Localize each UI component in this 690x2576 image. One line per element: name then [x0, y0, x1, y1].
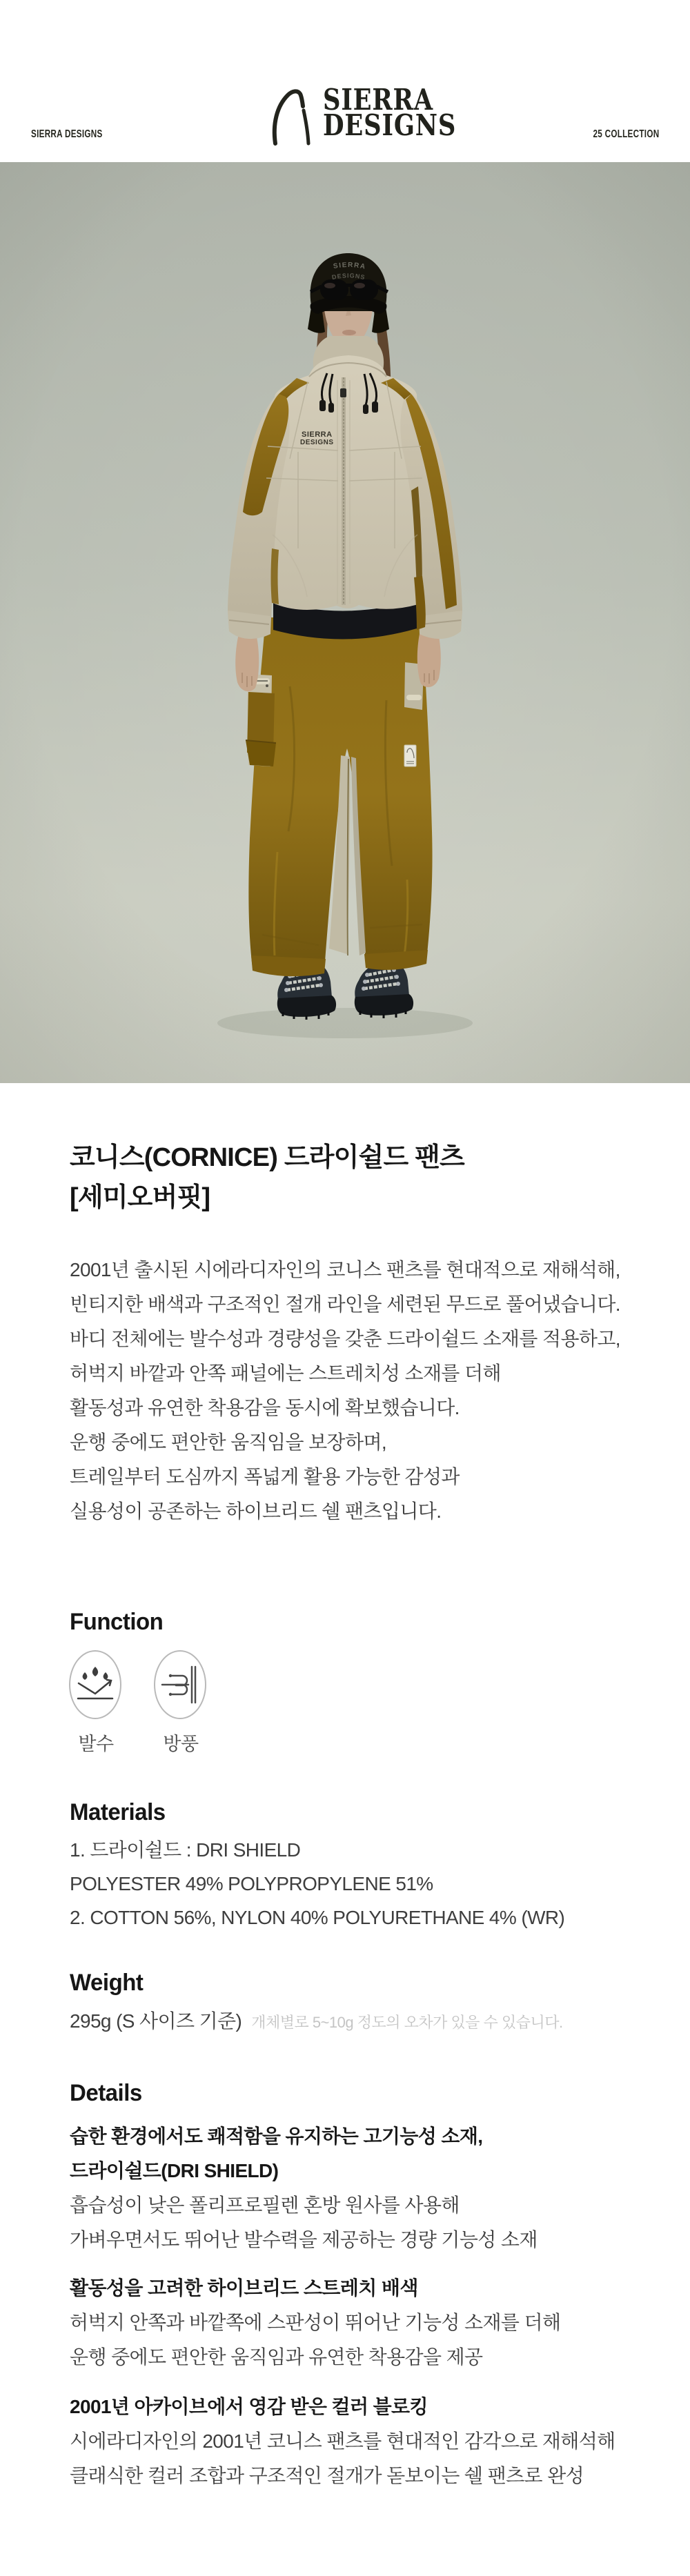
detail-title-line: 습한 환경에서도 쾌적함을 유지하는 고기능성 소재, [70, 2126, 483, 2147]
description-line: 운행 중에도 편안한 움직임을 보장하며, [70, 1431, 387, 1453]
weight-note: 개체별로 5~10g 정도의 오차가 있을 수 있습니다. [251, 2014, 563, 2031]
function-item-windproof [154, 1650, 208, 1756]
materials-line: 1. 드라이쉴드 : DRI SHIELD [70, 1839, 301, 1861]
product-description [70, 1253, 620, 1529]
weight-heading: Weight [70, 1970, 144, 1996]
logo-wordmark-line1: SIERRA [323, 83, 433, 117]
arch-logo-icon [270, 88, 314, 146]
description-line: 실용성이 공존하는 하이브리드 쉘 팬츠입니다. [70, 1500, 442, 1522]
product-photo [0, 162, 690, 1083]
description-line: 2001년 출시된 시에라디자인의 코니스 팬츠를 현대적으로 재해석해, [70, 1259, 620, 1280]
water-repellent-icon [69, 1650, 121, 1719]
materials-line: 2. COTTON 56%, NYLON 40% POLYURETHANE 4% (WR) [70, 1907, 565, 1928]
detail-body-line: 시에라디자인의 2001년 코니스 팬츠를 현대적인 감각으로 재해석해 [70, 2430, 615, 2452]
detail-body-line: 가벼우면서도 뛰어난 발수력을 제공하는 경량 기능성 소재 [70, 2229, 538, 2250]
description-line: 빈티지한 배색과 구조적인 절개 라인을 세련된 무드로 풀어냈습니다. [70, 1294, 620, 1315]
header-collection-label: 25 COLLECTION [593, 128, 659, 140]
logo-wordmark-line2: DESIGNS [323, 108, 457, 142]
detail-title-line: 드라이쉴드(DRI SHIELD) [70, 2160, 279, 2181]
weight-value: 295g (S 사이즈 기준) [70, 2010, 242, 2032]
header-brand-label: SIERRA DESIGNS [31, 128, 103, 140]
description-line: 허벅지 바깥과 안쪽 패널에는 스트레치성 소재를 더해 [70, 1363, 501, 1384]
function-heading: Function [70, 1609, 164, 1635]
function-item-label: 발수 [78, 1734, 114, 1754]
materials-heading: Materials [70, 1799, 166, 1825]
vignette [0, 162, 690, 1083]
function-item-label: 방풍 [163, 1734, 199, 1754]
product-title-line1: 코니스(CORNICE) 드라이쉴드 팬츠 [70, 1143, 464, 1172]
header [0, 0, 690, 162]
detail-title-line: 활동성을 고려한 하이브리드 스트레치 배색 [70, 2277, 418, 2299]
details-group-2 [70, 2271, 560, 2375]
details-group-3 [70, 2390, 615, 2493]
product-title-line2: [세미오버핏] [70, 1183, 210, 1212]
function-item-water-repellent [69, 1650, 123, 1756]
materials-line: POLYESTER 49% POLYPROPYLENE 51% [70, 1873, 433, 1894]
details-heading: Details [70, 2080, 142, 2106]
description-line: 활동성과 유연한 착용감을 동시에 확보했습니다. [70, 1397, 460, 1418]
description-line: 바디 전체에는 발수성과 경량성을 갖춘 드라이쉴드 소재를 적용하고, [70, 1328, 620, 1349]
model-illustration [0, 162, 690, 1083]
materials-list [70, 1833, 564, 1934]
brand-logo [270, 83, 457, 149]
detail-body-line: 운행 중에도 편안한 움직임과 유연한 착용감을 제공 [70, 2346, 483, 2368]
weight-row [70, 2006, 563, 2034]
description-line: 트레일부터 도심까지 폭넓게 활용 가능한 감성과 [70, 1466, 460, 1487]
detail-title-line: 2001년 아카이브에서 영감 받은 컬러 블로킹 [70, 2396, 428, 2417]
windproof-icon [154, 1650, 206, 1719]
details-group-1 [70, 2119, 538, 2257]
detail-body-line: 흡습성이 낮은 폴리프로필렌 혼방 원사를 사용해 [70, 2194, 460, 2216]
detail-body-line: 허벅지 안쪽과 바깥쪽에 스판성이 뛰어난 기능성 소재를 더해 [70, 2312, 561, 2333]
product-title [70, 1138, 464, 1218]
detail-body-line: 클래식한 컬러 조합과 구조적인 절개가 돋보이는 쉘 팬츠로 완성 [70, 2465, 584, 2486]
